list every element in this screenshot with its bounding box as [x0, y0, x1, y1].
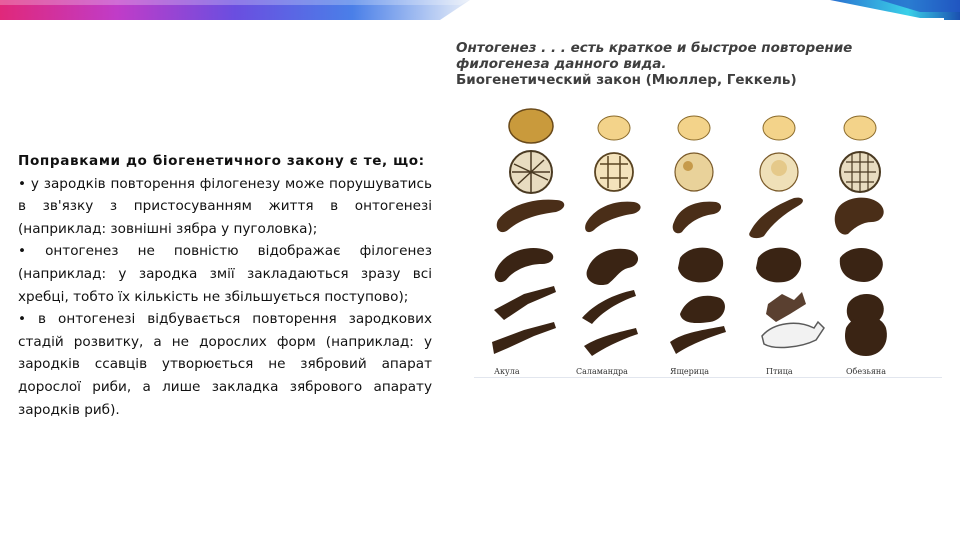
column-label-monkey: Обезьяна [846, 367, 886, 376]
text-point-2: • онтогенез не повністю відображає філогенез (наприклад: у зародка змії закладаються зразу всі хребці, тобто їх кількість не збільшується поступово); [18, 243, 432, 305]
embryo-illustration [484, 108, 934, 380]
text-point-3: • в онтогенезі відбувається повторення зародкових стадій розвитку, а не дорослих форм (наприклад: у зародків ссавців утворюється не зябровий апарат дорослої риби, а лише закладка зябрового апарату зародків риб). [18, 311, 432, 418]
text-heading: Поправками до біогенетичного закону є те, що: [18, 153, 425, 169]
caption-line-3: Биогенетический закон (Мюллер, Геккель) [456, 72, 797, 88]
figure-caption [456, 40, 936, 88]
decorative-color-band [0, 0, 960, 20]
column-label-salamander: Саламандра [576, 367, 628, 376]
embryo-row-early [497, 198, 884, 238]
embryo-row-late [494, 286, 884, 326]
column-label-bird: Птица [766, 367, 793, 376]
column-labels [494, 367, 886, 376]
caption-line-1: Онтогенез . . . есть краткое и быстрое повторение [456, 40, 853, 56]
embryo-row-cleavage [510, 151, 880, 193]
column-label-lizard: Ящерица [670, 367, 709, 376]
text-point-1: • у зародків повторення філогенезу може порушуватись в зв'язку з пристосуванням життя в онтогенезі (наприклад: зовнішні зябра у пуголовка); [18, 175, 432, 237]
body-text [18, 150, 432, 421]
column-label-shark: Акула [494, 367, 520, 376]
embryo-row-middle [495, 248, 883, 285]
caption-line-2: филогенеза данного вида. [456, 56, 667, 72]
embryo-row-egg [509, 109, 876, 143]
